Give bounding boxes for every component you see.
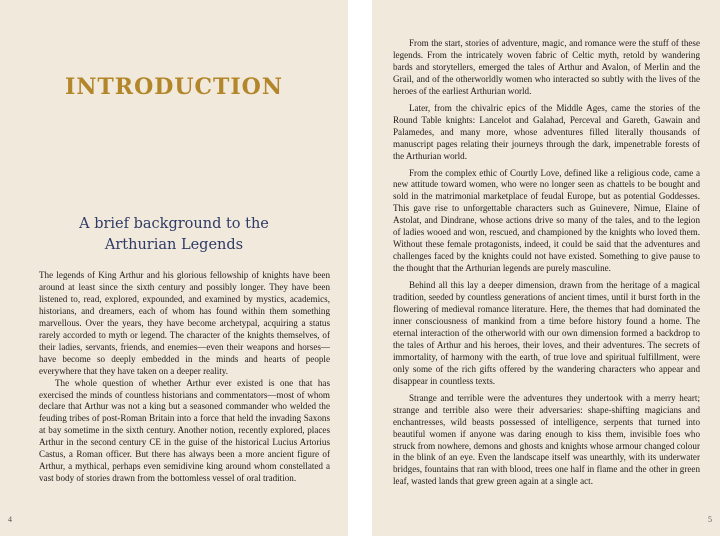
paragraph: Behind all this lay a deeper dimension, drawn from the heritage of a magical tradition, seeded by countless generations of ancient times, until it burst forth in the flowering of medieval romance literature. Here, the themes that had dominated the inner consciousness of mankind from a time before history found a home. The eternal interaction of the otherworld with our own dimension formed a backdrop to the tales of Arthur and his heroes, their loves, and their adventures. The secrets of immortality, of harmony with the earth, of true love and spiritual fulfillment, were only some of the rich gifts offered by the wandering characters who appear and disappear in countless texts. <box>393 280 700 386</box>
section-heading-line-1: A brief background to the <box>79 216 269 232</box>
chapter-title: INTRODUCTION <box>65 74 283 100</box>
right-page <box>372 0 720 536</box>
page-number: 5 <box>708 515 712 524</box>
paragraph: From the start, stories of adventure, magic, and romance were the stuff of these legends. From the intricately woven fabric of Celtic myth, retold by wandering bards and storytellers, emerged the tales of Arthur and Avalon, of Merlin and the Grail, and of the otherworldly women who interacted so subtly with the lives of the heroes of the earliest Arthurian world. <box>393 38 700 96</box>
gutter <box>348 0 372 536</box>
section-heading-line-2: Arthurian Legends <box>104 237 244 253</box>
paragraph: Strange and terrible were the adventures they undertook with a merry heart; strange and terrible also were their adversaries: shape-shifting magicians and enchantresses, wild beasts possessed of intelligence, serpents that turned into beautiful women if anyone was daring enough to kiss them, invisible foes who struck from nowhere, demons and ghosts and knights whose armour changed colour in the blink of an eye. Even the landscape itself was unearthly, with its underwater bridges, fountains that ran with blood, trees one half in flame and the other in green leaf, wasted lands that grew green again at a single act. <box>393 392 700 487</box>
left-body-text <box>39 270 330 485</box>
left-page <box>0 0 348 536</box>
paragraph: From the complex ethic of Courtly Love, defined like a religious code, came a new attitude toward women, who were no longer seen as chattels to be bought and sold in the matrimonial marketplace of feudal Europe, but as potential Goddesses. This gave rise to unforgettable characters such as Guinevere, Nimue, Elaine of Astolat, and Dindrane, whose actions drive so many of the tales, and to the legion of ladies wooed and won, rescued, and championed by the knights who loved them. Without these female protagonists, indeed, it could be said that the adventures and challenges faced by the knights could not have existed. Something to give pause to the thought that the Arthurian legends are purely masculine. <box>393 167 700 274</box>
paragraph: Later, from the chivalric epics of the Middle Ages, came the stories of the Round Table knights: Lancelot and Galahad, Perceval and Gareth, Gawain and Palamedes, and many more, whose adventures filled literally thousands of manuscript pages relating their journeys through the dark, impenetrable forests of the Arthurian world. <box>393 102 700 161</box>
paragraph: The legends of King Arthur and his glorious fellowship of knights have been around at least since the sixth century and possibly longer. They have been listened to, read, explored, expounded, and examined by mystics, academics, historians, and dreamers, each of whom has found within them something marvellous. Over the years, they have become archetypal, acquiring a status rarely accorded to myth or legend. The character of the knights themselves, of their ladies, servants, friends, and enemies—even their weapons and horses—have become so deeply embedded in the minds and hearts of people everywhere that they have taken on a deeper reality. <box>39 270 330 376</box>
right-body-text <box>393 38 700 493</box>
paragraph: The whole question of whether Arthur ever existed is one that has exercised the minds of countless historians and commentators—most of whom declare that Arthur was not a king but a seasoned commander who welded the feuding tribes of post-Roman Britain into a force that held the invading Saxons at bay sometime in the sixth century. Another notion, recently explored, places Arthur in the second century CE in the guise of the historical Lucius Artorius Castus, a Roman officer. But there has always been a more ancient figure of Arthur, a mythical, perhaps even semidivine king around whom constellated a vast body of stories drawn from the bottomless vessel of oral tradition. <box>39 377 330 484</box>
page-number: 4 <box>8 515 12 524</box>
section-heading <box>0 214 348 256</box>
